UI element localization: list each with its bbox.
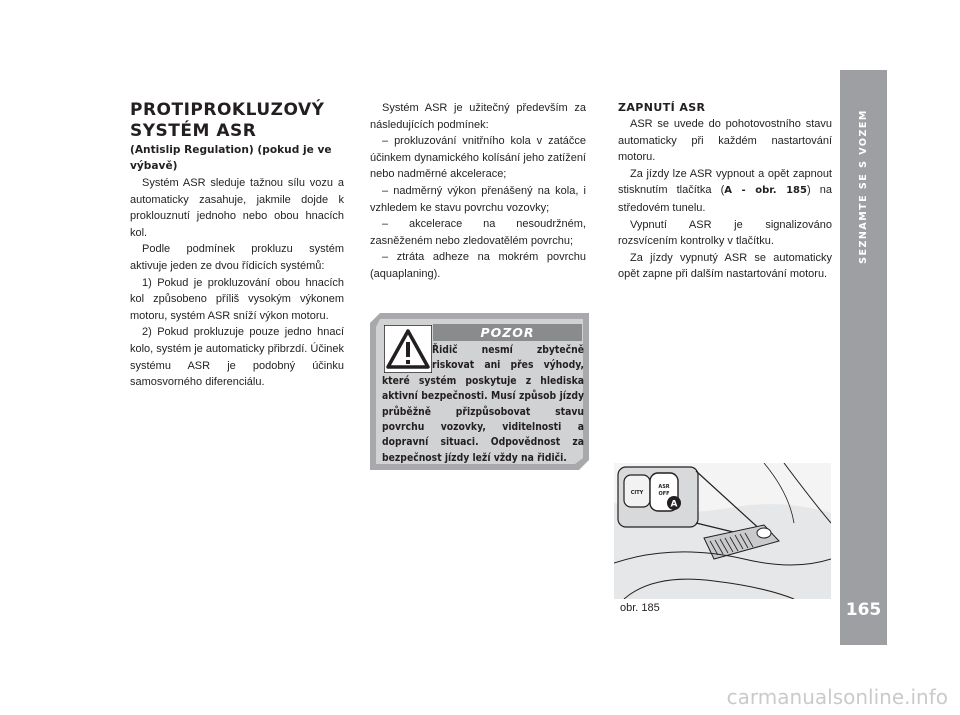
chapter-title: SEZNAMTE SE S VOZEM <box>858 108 870 264</box>
left-column <box>130 100 344 391</box>
figure-caption: obr. 185 <box>620 602 660 614</box>
paragraph: Podle podmínek prokluzu systém aktivuje jeden ze dvou řídicích systémů: <box>130 243 344 272</box>
asr-button-label-line2: OFF <box>658 491 670 497</box>
icon-spacer <box>382 343 432 373</box>
list-item: – ztráta adheze na mokrém povrchu (aquaplaning). <box>370 251 586 280</box>
paragraph: Systém ASR je užitečný především za následujících podmínek: <box>370 102 586 131</box>
warning-text-wrap <box>382 343 584 466</box>
paragraph: 1) Pokud je prokluzování obou hnacích kol způsobeno příliš vysokým výkonem motoru, systém ASR sníží výkon motoru. <box>130 276 344 322</box>
paragraph-text: ) na středovém tunelu. <box>618 184 832 214</box>
paragraph: ASR se uvede do pohotovostního stavu automaticky při každém nastartování motoru. <box>618 118 832 164</box>
paragraph: Za jízdy vypnutý ASR se automaticky opět zapne při dalším nastartování motoru. <box>618 251 832 281</box>
warning-text: Řidič nesmí zbytečně riskovat ani přes výhody, které systém poskytuje z hlediska aktivní bezpečnosti. Musí způsob jízdy průběžně přizpůsobovat stavu povrchu vozovky, viditelnosti a dopravní situaci. Odpovědnost za bezpečnost jízdy leží vždy na řidiči. <box>382 344 584 464</box>
warning-heading: POZOR <box>433 324 582 341</box>
paragraph: Systém ASR sleduje tažnou sílu vozu a automaticky zasahuje, jakmile dojde k proklouznutí jednoho nebo obou hnacích kol. <box>130 177 344 239</box>
callout-label: A <box>670 499 678 510</box>
paragraph: Vypnutí ASR je signalizováno rozsvícením kontrolky v tlačítku. <box>618 218 832 248</box>
paragraph: 2) Pokud prokluzuje pouze jedno hnací kolo, systém je automaticky přibrzdí. Účinek systému ASR je podobný účinku samosvorného diferenciálu. <box>130 326 344 389</box>
section-subtitle: (Antislip Regulation) (pokud je ve výbavě) <box>130 144 332 172</box>
paragraph-text: Za jízdy lze ASR vypnout a opět zapnout stisknutím tlačítka ( <box>618 167 832 197</box>
chapter-title-wrap <box>840 70 887 302</box>
list-item: – nadměrný výkon přenášený na kola, i vzhledem ke stavu povrchu vozovky; <box>370 184 586 214</box>
section-title-line1: PROTIPROKLUZOVÝ <box>130 100 325 120</box>
list-item: – prokluzování vnitřního kola v zatáčce účinkem dynamického kolísání jeho zatížení nebo nadměrné akcelerace; <box>370 135 586 181</box>
section-title-line2: SYSTÉM ASR <box>130 121 257 141</box>
right-column <box>618 100 832 283</box>
paragraph <box>618 166 832 217</box>
city-button-label: CITY <box>630 490 644 496</box>
watermark-text: carmanualsonline.info <box>726 685 948 709</box>
subsection-heading: ZAPNUTÍ ASR <box>618 101 706 114</box>
page-number: 165 <box>845 600 882 620</box>
chapter-sidebar <box>840 70 887 645</box>
warning-box <box>370 313 589 470</box>
figure-reference: A - obr. 185 <box>724 185 807 197</box>
asr-button-label-line1: ASR <box>658 484 670 490</box>
console-illustration <box>614 463 831 599</box>
list-item: – akcelerace na nesoudržném, zasněženém nebo zledovatělém povrchu; <box>370 218 586 247</box>
middle-column <box>370 100 586 283</box>
section-title <box>130 100 344 142</box>
